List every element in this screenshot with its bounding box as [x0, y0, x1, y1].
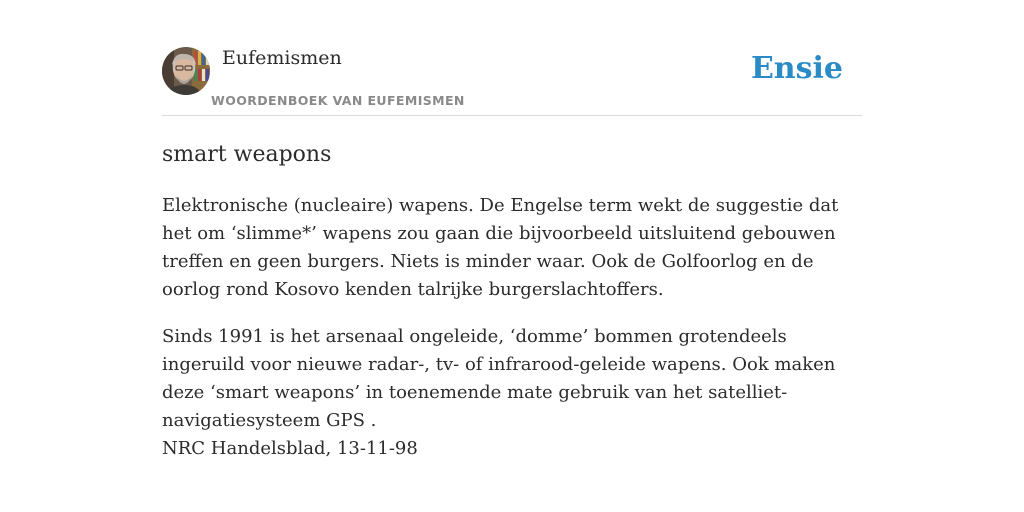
entry-title: smart weapons — [162, 142, 332, 167]
page-header — [162, 0, 862, 116]
page — [162, 0, 862, 512]
avatar-photo-icon — [162, 47, 210, 95]
author-avatar[interactable] — [162, 47, 210, 95]
author-name[interactable]: Eufemismen — [222, 47, 342, 69]
entry-paragraph-1: Elektronische (nucleaire) wapens. De Engelse term wekt de suggestie dat het om ‘slimme*’ wapens zou gaan die bijvoorbeeld uitsluitend gebouwen treffen en geen burgers. Niets is minder waar. Ook de Golfoorlog en de oorlog rond Kosovo kenden talrijke burgerslachtoffers. — [162, 195, 839, 300]
entry-source: NRC Handelsblad, 13-11-98 — [162, 438, 418, 459]
entry-paragraph-2: Sinds 1991 is het arsenaal ongeleide, ‘domme’ bommen grotendeels ingeruild voor nieuwe radar-, tv- of infrarood-geleide wapens. Ook maken deze ‘smart weapons’ in toenemende mate gebruik van het satelliet-navigatiesysteem GPS . — [162, 326, 836, 431]
ensie-logo-link[interactable]: Ensie — [750, 51, 843, 86]
dictionary-subtitle[interactable]: WOORDENBOEK VAN EUFEMISMEN — [211, 93, 465, 108]
entry-body — [162, 192, 862, 454]
